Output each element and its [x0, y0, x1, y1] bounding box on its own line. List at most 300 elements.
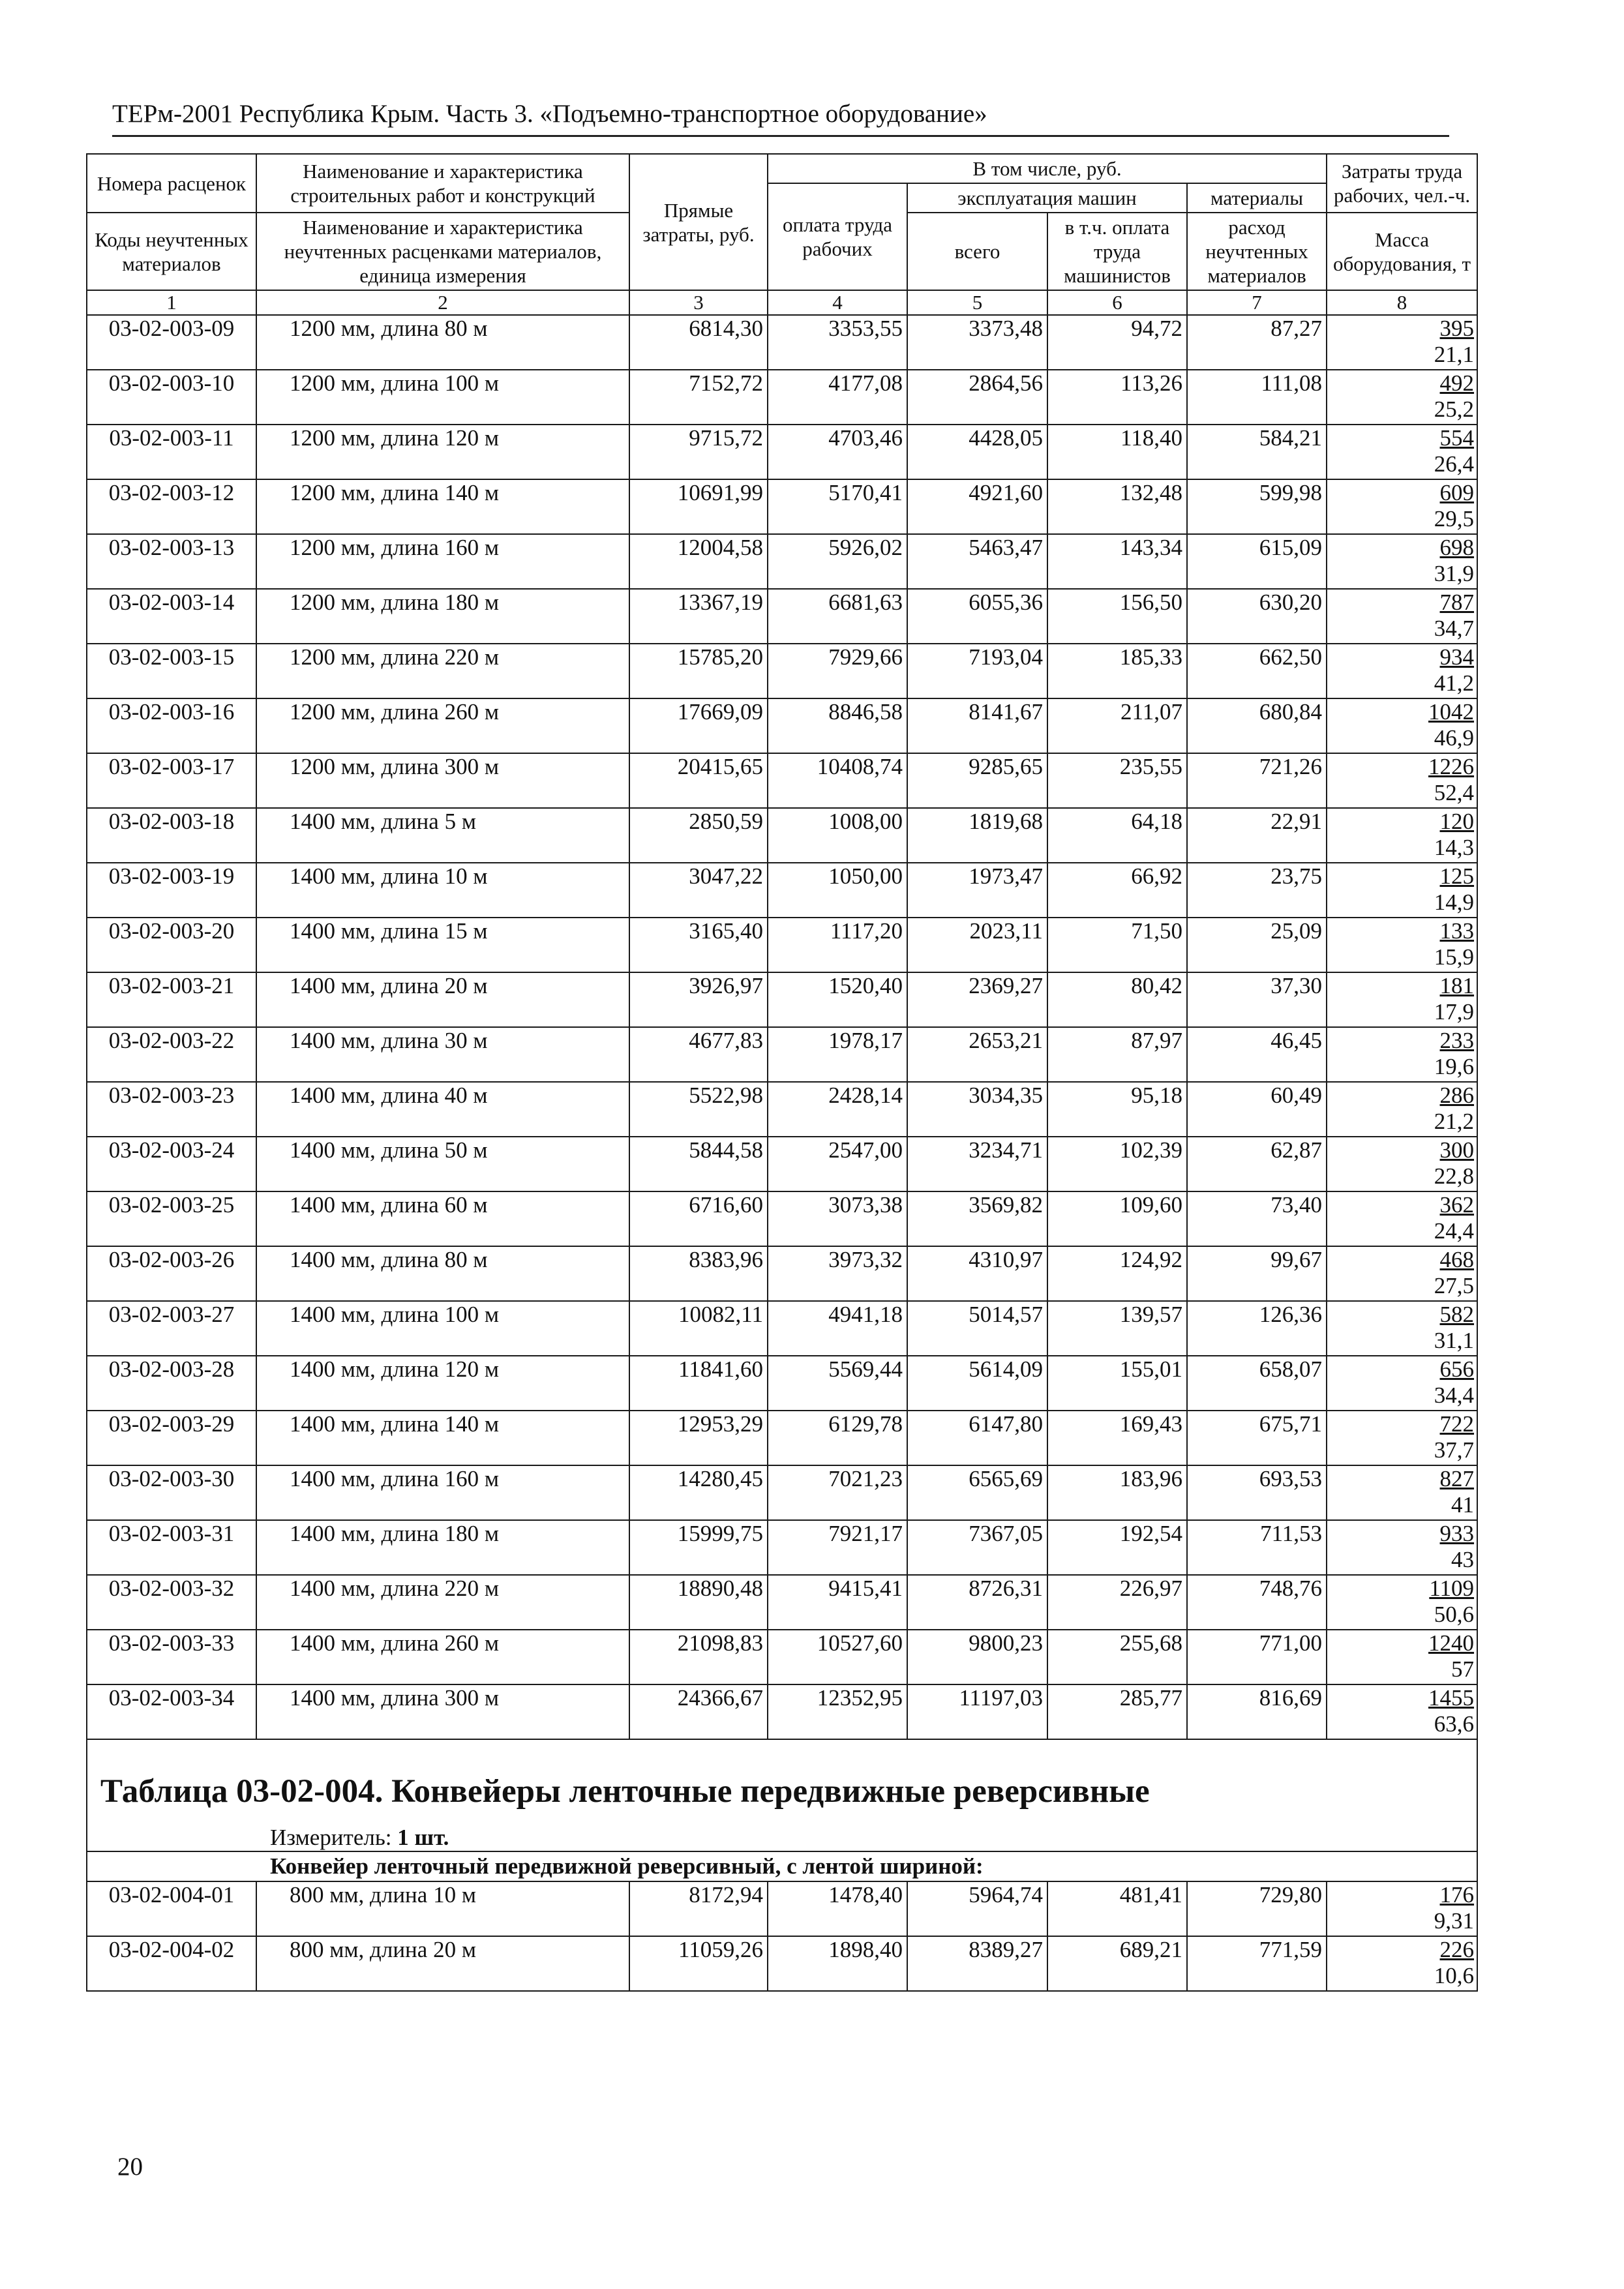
direct-costs: 3047,22 — [629, 863, 768, 918]
labor-and-mass — [1327, 644, 1477, 698]
machine-total: 3034,35 — [907, 1082, 1047, 1137]
labor-and-mass — [1327, 1936, 1477, 1991]
table-body — [87, 315, 1477, 1739]
direct-costs: 5522,98 — [629, 1082, 768, 1137]
equipment-mass: 31,9 — [1434, 561, 1475, 586]
rates-table — [86, 153, 1478, 1992]
materials-cost: 599,98 — [1187, 479, 1327, 534]
labor-hours: 133 — [1439, 918, 1475, 944]
rate-code: 03-02-003-30 — [87, 1465, 256, 1520]
table-row — [87, 1881, 1477, 1936]
worker-pay: 9415,41 — [768, 1575, 907, 1630]
operator-pay: 185,33 — [1047, 644, 1187, 698]
operator-pay: 64,18 — [1047, 808, 1187, 863]
operator-pay: 87,97 — [1047, 1027, 1187, 1082]
work-description: 1400 мм, длина 260 м — [256, 1630, 629, 1684]
rate-code: 03-02-003-10 — [87, 370, 256, 425]
labor-and-mass — [1327, 479, 1477, 534]
worker-pay: 2428,14 — [768, 1082, 907, 1137]
direct-costs: 12953,29 — [629, 1411, 768, 1465]
labor-hours: 656 — [1439, 1356, 1475, 1382]
machine-total: 8389,27 — [907, 1936, 1047, 1991]
labor-and-mass — [1327, 1137, 1477, 1191]
col-number: 6 — [1047, 290, 1187, 315]
labor-and-mass — [1327, 1465, 1477, 1520]
equipment-mass: 14,9 — [1434, 890, 1475, 915]
machine-total: 3234,71 — [907, 1137, 1047, 1191]
equipment-mass: 37,7 — [1434, 1437, 1475, 1463]
rate-code: 03-02-004-01 — [87, 1881, 256, 1936]
table-row — [87, 808, 1477, 863]
table-row — [87, 1465, 1477, 1520]
rate-code: 03-02-003-33 — [87, 1630, 256, 1684]
labor-hours: 120 — [1439, 809, 1475, 834]
worker-pay: 1898,40 — [768, 1936, 907, 1991]
direct-costs: 3926,97 — [629, 972, 768, 1027]
direct-costs: 15785,20 — [629, 644, 768, 698]
materials-cost: 816,69 — [1187, 1684, 1327, 1739]
materials-cost: 99,67 — [1187, 1246, 1327, 1301]
table-row — [87, 370, 1477, 425]
work-description: 1400 мм, длина 40 м — [256, 1082, 629, 1137]
equipment-mass: 10,6 — [1434, 1963, 1475, 1988]
labor-and-mass — [1327, 1520, 1477, 1575]
machine-total: 4428,05 — [907, 425, 1047, 479]
work-description: 1200 мм, длина 260 м — [256, 698, 629, 753]
rate-code: 03-02-003-20 — [87, 918, 256, 972]
worker-pay: 1117,20 — [768, 918, 907, 972]
operator-pay: 95,18 — [1047, 1082, 1187, 1137]
work-description: 1200 мм, длина 100 м — [256, 370, 629, 425]
operator-pay: 285,77 — [1047, 1684, 1187, 1739]
col-material-names: Наименование и характеристика неучтенных расценками материалов, единица измерения — [256, 213, 629, 290]
table-row — [87, 1137, 1477, 1191]
labor-and-mass — [1327, 1301, 1477, 1356]
worker-pay: 5170,41 — [768, 479, 907, 534]
col-direct-costs: Прямые затраты, руб. — [629, 154, 768, 290]
labor-hours: 1226 — [1428, 754, 1475, 779]
work-description: 1400 мм, длина 5 м — [256, 808, 629, 863]
equipment-mass: 57 — [1451, 1656, 1475, 1682]
machine-total: 5964,74 — [907, 1881, 1047, 1936]
materials-cost: 37,30 — [1187, 972, 1327, 1027]
work-description: 1400 мм, длина 80 м — [256, 1246, 629, 1301]
direct-costs: 13367,19 — [629, 589, 768, 644]
rate-code: 03-02-003-15 — [87, 644, 256, 698]
materials-cost: 23,75 — [1187, 863, 1327, 918]
direct-costs: 12004,58 — [629, 534, 768, 589]
labor-and-mass — [1327, 1191, 1477, 1246]
labor-and-mass — [1327, 808, 1477, 863]
table-row — [87, 1684, 1477, 1739]
operator-pay: 143,34 — [1047, 534, 1187, 589]
work-description: 1200 мм, длина 120 м — [256, 425, 629, 479]
direct-costs: 10691,99 — [629, 479, 768, 534]
operator-pay: 66,92 — [1047, 863, 1187, 918]
work-description: 1400 мм, длина 140 м — [256, 1411, 629, 1465]
machine-total: 11197,03 — [907, 1684, 1047, 1739]
table-row — [87, 589, 1477, 644]
materials-cost: 22,91 — [1187, 808, 1327, 863]
col-number: 5 — [907, 290, 1047, 315]
equipment-mass: 63,6 — [1434, 1711, 1475, 1737]
rate-code: 03-02-003-12 — [87, 479, 256, 534]
machine-total: 1819,68 — [907, 808, 1047, 863]
rate-code: 03-02-003-25 — [87, 1191, 256, 1246]
col-equipment-mass: Масса оборудования, т — [1327, 213, 1477, 290]
materials-cost: 25,09 — [1187, 918, 1327, 972]
labor-and-mass — [1327, 589, 1477, 644]
machine-total: 5614,09 — [907, 1356, 1047, 1411]
work-description: 1400 мм, длина 50 м — [256, 1137, 629, 1191]
machine-total: 4921,60 — [907, 479, 1047, 534]
labor-hours: 1455 — [1428, 1685, 1475, 1711]
materials-cost: 729,80 — [1187, 1881, 1327, 1936]
direct-costs: 5844,58 — [629, 1137, 768, 1191]
direct-costs: 11841,60 — [629, 1356, 768, 1411]
operator-pay: 132,48 — [1047, 479, 1187, 534]
direct-costs: 7152,72 — [629, 370, 768, 425]
work-description: 800 мм, длина 10 м — [256, 1881, 629, 1936]
labor-and-mass — [1327, 1575, 1477, 1630]
machine-total: 6147,80 — [907, 1411, 1047, 1465]
materials-cost: 662,50 — [1187, 644, 1327, 698]
materials-cost: 46,45 — [1187, 1027, 1327, 1082]
labor-hours: 395 — [1439, 316, 1475, 341]
operator-pay: 183,96 — [1047, 1465, 1187, 1520]
labor-and-mass — [1327, 425, 1477, 479]
table-row — [87, 972, 1477, 1027]
equipment-mass: 22,8 — [1434, 1163, 1475, 1189]
labor-and-mass — [1327, 534, 1477, 589]
direct-costs: 8172,94 — [629, 1881, 768, 1936]
materials-cost: 630,20 — [1187, 589, 1327, 644]
rate-code: 03-02-003-26 — [87, 1246, 256, 1301]
equipment-mass: 25,2 — [1434, 396, 1475, 422]
materials-cost: 60,49 — [1187, 1082, 1327, 1137]
table-row — [87, 479, 1477, 534]
machine-total: 8726,31 — [907, 1575, 1047, 1630]
machine-total: 9285,65 — [907, 753, 1047, 808]
col-including: В том числе, руб. — [768, 154, 1327, 183]
labor-and-mass — [1327, 1082, 1477, 1137]
work-description: 1400 мм, длина 160 м — [256, 1465, 629, 1520]
worker-pay: 12352,95 — [768, 1684, 907, 1739]
col-material-codes: Коды неучтенных материалов — [87, 213, 256, 290]
labor-hours: 125 — [1439, 863, 1475, 889]
worker-pay: 5926,02 — [768, 534, 907, 589]
table-row — [87, 1027, 1477, 1082]
work-description: 1200 мм, длина 80 м — [256, 315, 629, 370]
labor-and-mass — [1327, 753, 1477, 808]
materials-cost: 680,84 — [1187, 698, 1327, 753]
work-description: 1400 мм, длина 300 м — [256, 1684, 629, 1739]
operator-pay: 139,57 — [1047, 1301, 1187, 1356]
operator-pay: 124,92 — [1047, 1246, 1187, 1301]
operator-pay: 155,01 — [1047, 1356, 1187, 1411]
rate-code: 03-02-003-19 — [87, 863, 256, 918]
operator-pay: 94,72 — [1047, 315, 1187, 370]
worker-pay: 10527,60 — [768, 1630, 907, 1684]
table-row — [87, 1936, 1477, 1991]
table-row — [87, 1246, 1477, 1301]
labor-and-mass — [1327, 315, 1477, 370]
materials-cost: 658,07 — [1187, 1356, 1327, 1411]
table-header — [87, 154, 1477, 315]
work-description: 1400 мм, длина 30 м — [256, 1027, 629, 1082]
equipment-mass: 52,4 — [1434, 780, 1475, 805]
table-row — [87, 918, 1477, 972]
page-number: 20 — [117, 2153, 143, 2181]
direct-costs: 17669,09 — [629, 698, 768, 753]
equipment-mass: 50,6 — [1434, 1602, 1475, 1627]
labor-hours: 827 — [1439, 1466, 1475, 1491]
labor-hours: 787 — [1439, 590, 1475, 615]
labor-hours: 176 — [1439, 1882, 1475, 1908]
col-rate-numbers: Номера расценок — [87, 154, 256, 213]
equipment-mass: 34,7 — [1434, 616, 1475, 641]
labor-hours: 1109 — [1429, 1576, 1475, 1601]
labor-and-mass — [1327, 1684, 1477, 1739]
table-row — [87, 753, 1477, 808]
direct-costs: 24366,67 — [629, 1684, 768, 1739]
machine-total: 2369,27 — [907, 972, 1047, 1027]
measure-label: Измеритель: — [270, 1825, 392, 1850]
equipment-mass: 31,1 — [1434, 1328, 1475, 1353]
rate-code: 03-02-003-17 — [87, 753, 256, 808]
labor-and-mass — [1327, 698, 1477, 753]
work-description: 1400 мм, длина 20 м — [256, 972, 629, 1027]
labor-hours: 362 — [1439, 1192, 1475, 1218]
labor-hours: 286 — [1439, 1083, 1475, 1108]
rate-code: 03-02-004-02 — [87, 1936, 256, 1991]
machine-total: 6055,36 — [907, 589, 1047, 644]
operator-pay: 255,68 — [1047, 1630, 1187, 1684]
operator-pay: 226,97 — [1047, 1575, 1187, 1630]
equipment-mass: 46,9 — [1434, 725, 1475, 751]
machine-total: 1973,47 — [907, 863, 1047, 918]
work-description: 800 мм, длина 20 м — [256, 1936, 629, 1991]
worker-pay: 8846,58 — [768, 698, 907, 753]
work-description: 1200 мм, длина 160 м — [256, 534, 629, 589]
materials-cost: 721,26 — [1187, 753, 1327, 808]
labor-hours: 181 — [1439, 973, 1475, 998]
column-numbers-row — [87, 290, 1477, 315]
table-row — [87, 698, 1477, 753]
equipment-mass: 19,6 — [1434, 1054, 1475, 1079]
materials-cost: 615,09 — [1187, 534, 1327, 589]
section-title: Таблица 03-02-004. Конвейеры ленточные передвижные реверсивные — [100, 1773, 1150, 1810]
col-number: 2 — [256, 290, 629, 315]
direct-costs: 3165,40 — [629, 918, 768, 972]
equipment-mass: 41 — [1451, 1492, 1475, 1518]
direct-costs: 8383,96 — [629, 1246, 768, 1301]
work-description: 1200 мм, длина 140 м — [256, 479, 629, 534]
labor-and-mass — [1327, 1630, 1477, 1684]
equipment-mass: 41,2 — [1434, 670, 1475, 696]
rate-code: 03-02-003-22 — [87, 1027, 256, 1082]
equipment-mass: 21,2 — [1434, 1109, 1475, 1134]
materials-cost: 126,36 — [1187, 1301, 1327, 1356]
running-header: ТЕРм-2001 Республика Крым. Часть 3. «Подъемно-транспортное оборудование» — [112, 99, 1449, 137]
measure-value: 1 шт. — [397, 1825, 449, 1850]
rate-code: 03-02-003-14 — [87, 589, 256, 644]
direct-costs: 2850,59 — [629, 808, 768, 863]
equipment-mass: 17,9 — [1434, 999, 1475, 1025]
table-row — [87, 644, 1477, 698]
materials-cost: 584,21 — [1187, 425, 1327, 479]
worker-pay: 7021,23 — [768, 1465, 907, 1520]
labor-hours: 300 — [1439, 1137, 1475, 1163]
machine-total: 2653,21 — [907, 1027, 1047, 1082]
machine-total: 7367,05 — [907, 1520, 1047, 1575]
work-description: 1400 мм, длина 15 м — [256, 918, 629, 972]
equipment-mass: 43 — [1451, 1547, 1475, 1572]
labor-and-mass — [1327, 1246, 1477, 1301]
equipment-mass: 26,4 — [1434, 451, 1475, 477]
work-description: 1400 мм, длина 10 м — [256, 863, 629, 918]
work-description: 1400 мм, длина 60 м — [256, 1191, 629, 1246]
materials-cost: 675,71 — [1187, 1411, 1327, 1465]
table-row — [87, 1356, 1477, 1411]
labor-hours: 934 — [1439, 644, 1475, 670]
section-block — [87, 1739, 1477, 1881]
materials-cost: 111,08 — [1187, 370, 1327, 425]
labor-hours: 1240 — [1428, 1630, 1475, 1656]
equipment-mass: 14,3 — [1434, 835, 1475, 860]
labor-hours: 226 — [1439, 1937, 1475, 1962]
labor-and-mass — [1327, 1411, 1477, 1465]
table-row — [87, 1575, 1477, 1630]
section-measure — [270, 1825, 449, 1851]
equipment-mass: 34,4 — [1434, 1383, 1475, 1408]
work-description: 1400 мм, длина 120 м — [256, 1356, 629, 1411]
materials-cost: 693,53 — [1187, 1465, 1327, 1520]
equipment-mass: 9,31 — [1434, 1908, 1475, 1934]
worker-pay: 7929,66 — [768, 644, 907, 698]
machine-total: 6565,69 — [907, 1465, 1047, 1520]
operator-pay: 481,41 — [1047, 1881, 1187, 1936]
rate-code: 03-02-003-34 — [87, 1684, 256, 1739]
operator-pay: 109,60 — [1047, 1191, 1187, 1246]
worker-pay: 1520,40 — [768, 972, 907, 1027]
labor-and-mass — [1327, 1356, 1477, 1411]
labor-and-mass — [1327, 370, 1477, 425]
rate-code: 03-02-003-28 — [87, 1356, 256, 1411]
table-row — [87, 1630, 1477, 1684]
machine-total: 2023,11 — [907, 918, 1047, 972]
table-row — [87, 1082, 1477, 1137]
rate-code: 03-02-003-09 — [87, 315, 256, 370]
worker-pay: 1008,00 — [768, 808, 907, 863]
labor-and-mass — [1327, 1027, 1477, 1082]
col-operator-pay: в т.ч. оплата труда машинистов — [1047, 213, 1187, 290]
worker-pay: 1050,00 — [768, 863, 907, 918]
worker-pay: 4941,18 — [768, 1301, 907, 1356]
direct-costs: 14280,45 — [629, 1465, 768, 1520]
machine-total: 5014,57 — [907, 1301, 1047, 1356]
machine-total: 3373,48 — [907, 315, 1047, 370]
labor-and-mass — [1327, 1881, 1477, 1936]
labor-and-mass — [1327, 863, 1477, 918]
labor-hours: 582 — [1439, 1302, 1475, 1327]
direct-costs: 4677,83 — [629, 1027, 768, 1082]
table-row — [87, 315, 1477, 370]
machine-total: 9800,23 — [907, 1630, 1047, 1684]
work-description: 1400 мм, длина 100 м — [256, 1301, 629, 1356]
rate-code: 03-02-003-18 — [87, 808, 256, 863]
direct-costs: 15999,75 — [629, 1520, 768, 1575]
direct-costs: 20415,65 — [629, 753, 768, 808]
materials-cost: 748,76 — [1187, 1575, 1327, 1630]
labor-hours: 933 — [1439, 1521, 1475, 1546]
equipment-mass: 15,9 — [1434, 944, 1475, 970]
labor-hours: 722 — [1439, 1411, 1475, 1437]
machine-total: 3569,82 — [907, 1191, 1047, 1246]
materials-cost: 62,87 — [1187, 1137, 1327, 1191]
col-number: 7 — [1187, 290, 1327, 315]
worker-pay: 1978,17 — [768, 1027, 907, 1082]
equipment-mass: 27,5 — [1434, 1273, 1475, 1298]
direct-costs: 18890,48 — [629, 1575, 768, 1630]
worker-pay: 10408,74 — [768, 753, 907, 808]
rate-code: 03-02-003-21 — [87, 972, 256, 1027]
worker-pay: 3073,38 — [768, 1191, 907, 1246]
work-description: 1400 мм, длина 180 м — [256, 1520, 629, 1575]
direct-costs: 9715,72 — [629, 425, 768, 479]
worker-pay: 6681,63 — [768, 589, 907, 644]
operator-pay: 71,50 — [1047, 918, 1187, 972]
machine-total: 7193,04 — [907, 644, 1047, 698]
worker-pay: 3353,55 — [768, 315, 907, 370]
machine-total: 2864,56 — [907, 370, 1047, 425]
operator-pay: 192,54 — [1047, 1520, 1187, 1575]
col-number: 1 — [87, 290, 256, 315]
rate-code: 03-02-003-23 — [87, 1082, 256, 1137]
rate-code: 03-02-003-11 — [87, 425, 256, 479]
operator-pay: 102,39 — [1047, 1137, 1187, 1191]
worker-pay: 6129,78 — [768, 1411, 907, 1465]
section-subtitle: Конвейер ленточный передвижной реверсивный, с лентой шириной: — [87, 1851, 1477, 1881]
table-row — [87, 425, 1477, 479]
rate-code: 03-02-003-16 — [87, 698, 256, 753]
direct-costs: 6814,30 — [629, 315, 768, 370]
table-row — [87, 1411, 1477, 1465]
work-description: 1200 мм, длина 300 м — [256, 753, 629, 808]
worker-pay: 4703,46 — [768, 425, 907, 479]
operator-pay: 689,21 — [1047, 1936, 1187, 1991]
worker-pay: 1478,40 — [768, 1881, 907, 1936]
operator-pay: 156,50 — [1047, 589, 1187, 644]
table-row — [87, 1191, 1477, 1246]
col-labor-costs: Затраты труда рабочих, чел.-ч. — [1327, 154, 1477, 213]
table-row — [87, 534, 1477, 589]
worker-pay: 4177,08 — [768, 370, 907, 425]
materials-cost: 73,40 — [1187, 1191, 1327, 1246]
work-description: 1200 мм, длина 180 м — [256, 589, 629, 644]
rate-code: 03-02-003-31 — [87, 1520, 256, 1575]
operator-pay: 211,07 — [1047, 698, 1187, 753]
col-number: 3 — [629, 290, 768, 315]
work-description: 1200 мм, длина 220 м — [256, 644, 629, 698]
materials-cost: 87,27 — [1187, 315, 1327, 370]
operator-pay: 235,55 — [1047, 753, 1187, 808]
materials-cost: 711,53 — [1187, 1520, 1327, 1575]
worker-pay: 3973,32 — [768, 1246, 907, 1301]
col-machine-total: всего — [907, 213, 1047, 290]
table-row — [87, 1520, 1477, 1575]
labor-and-mass — [1327, 972, 1477, 1027]
